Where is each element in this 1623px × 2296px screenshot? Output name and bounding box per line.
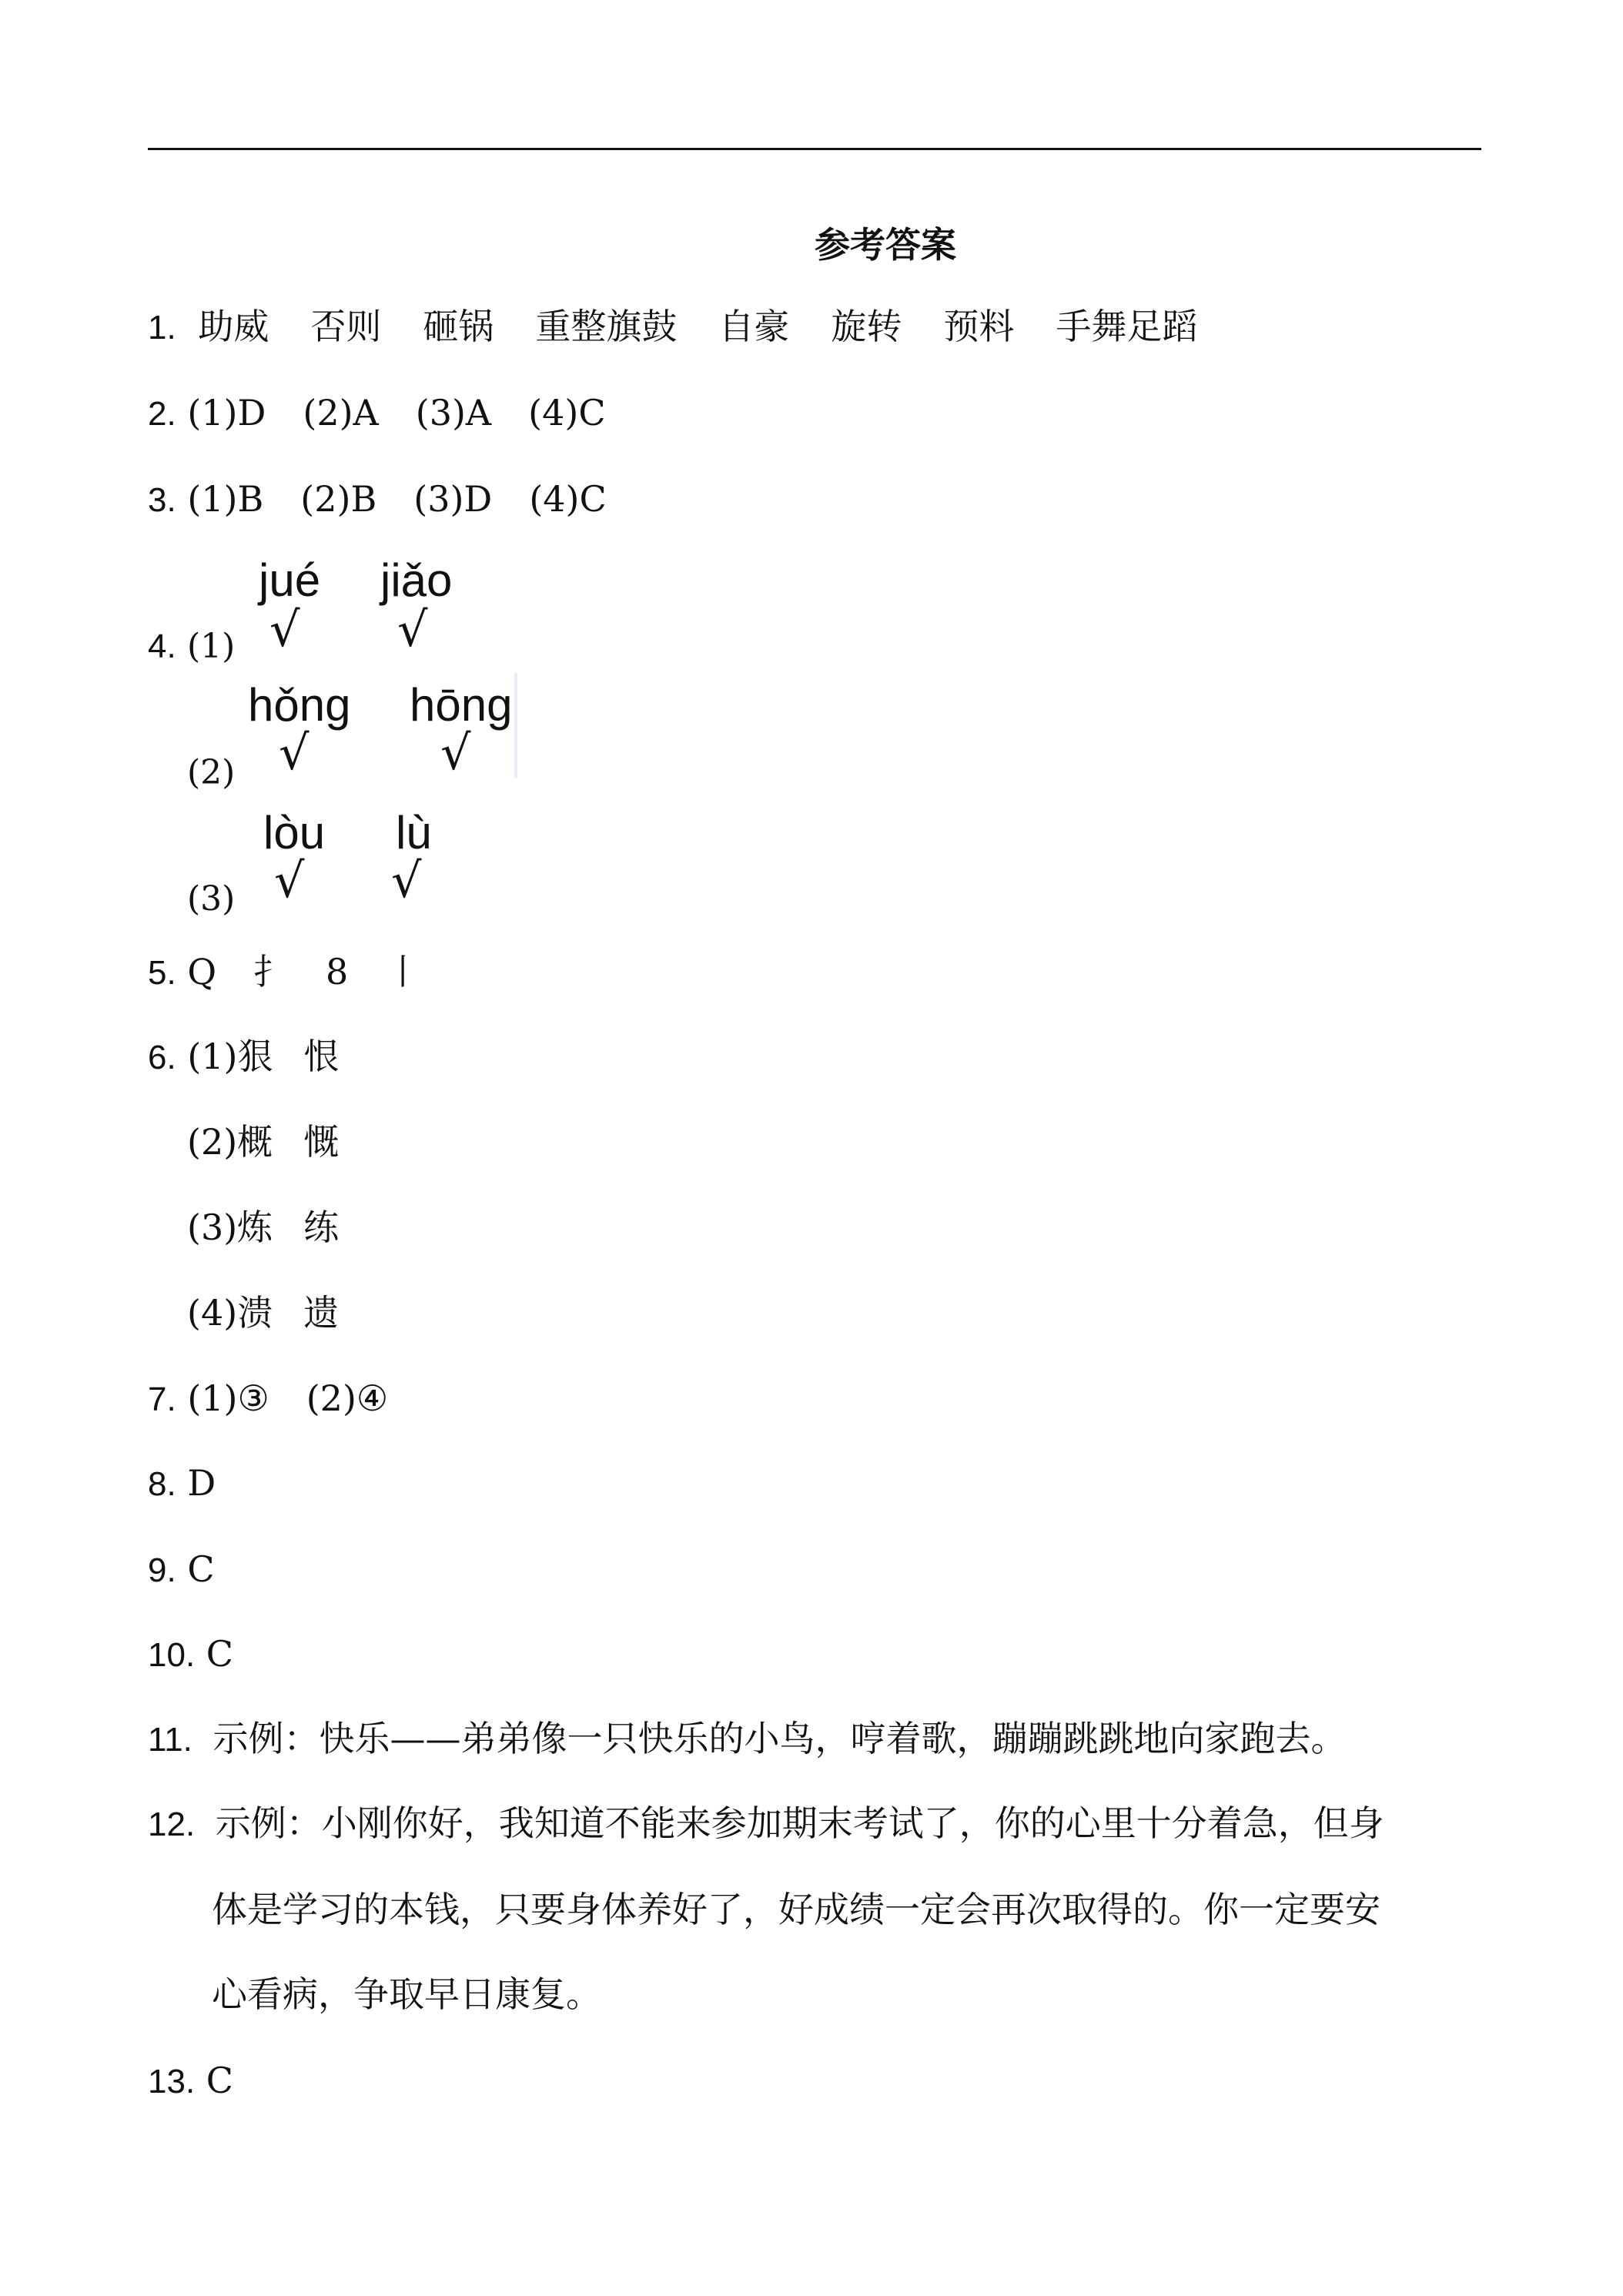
answer-5	[148, 950, 420, 995]
answer-char: 溃	[237, 1292, 273, 1334]
check-mark-icon: √	[274, 852, 305, 909]
pinyin: hǒng	[248, 679, 351, 731]
answer-9	[148, 1548, 215, 1592]
pinyin: jiǎo	[380, 554, 453, 606]
answer-6-part	[187, 1120, 339, 1163]
answer-item: (2)B	[300, 478, 377, 520]
answer-word: 砸锅	[423, 306, 494, 347]
answer-7	[148, 1377, 388, 1421]
answer-text: 示例：快乐——弟弟像一只快乐的小鸟，哼着歌，蹦蹦跳跳地向家跑去。	[212, 1718, 1347, 1759]
question-number: 7.	[148, 1381, 176, 1418]
answer-item: (2)④	[306, 1377, 389, 1419]
answer-6-part	[187, 1206, 339, 1249]
answer-1	[148, 305, 1197, 350]
pinyin: lòu	[263, 807, 326, 858]
answer-char: 炼	[237, 1207, 273, 1248]
answer-word: 助威	[198, 306, 269, 347]
answer-12-continued	[212, 1888, 1380, 1931]
pinyin: jué	[259, 554, 321, 606]
part-label: (2)	[187, 753, 236, 792]
check-mark-icon: √	[440, 725, 471, 781]
answer-text: 示例：小刚你好，我知道不能来参加期末考试了，你的心里十分着急，但身	[215, 1802, 1384, 1844]
answer-item: (2)A	[303, 392, 379, 433]
answer-word: 自豪	[718, 306, 790, 347]
check-mark-icon: √	[397, 601, 428, 658]
part-label: (1)	[187, 1036, 238, 1077]
answer-item: (3)A	[415, 392, 492, 433]
answer-item: C	[206, 2060, 233, 2101]
answer-6-part	[187, 1291, 339, 1334]
answer-8	[148, 1461, 216, 1506]
answer-item: 丨	[385, 951, 421, 992]
answer-word: 预料	[943, 306, 1015, 347]
answer-6	[148, 1035, 340, 1079]
answer-item: D	[187, 1462, 216, 1504]
part-label: (1)	[187, 627, 236, 666]
answer-13	[148, 2059, 233, 2104]
part-label: (3)	[187, 879, 236, 919]
answer-2	[148, 391, 606, 436]
answer-word: 手舞足蹈	[1056, 306, 1198, 347]
answer-item: C	[187, 1548, 215, 1590]
check-mark-icon: √	[279, 725, 310, 781]
answer-12	[148, 1802, 1384, 1846]
scan-artifact	[514, 673, 517, 778]
question-number: 13.	[148, 2063, 196, 2100]
answer-item: (4)C	[528, 392, 606, 433]
question-number: 12.	[148, 1806, 196, 1843]
answer-item: (3)D	[413, 478, 493, 520]
pinyin: lù	[396, 807, 432, 858]
check-mark-icon: √	[391, 852, 422, 909]
question-number: 4.	[148, 628, 176, 665]
question-number: 11.	[148, 1721, 192, 1759]
answer-item: 扌	[253, 951, 289, 992]
answer-char: 遗	[303, 1292, 340, 1334]
answer-char: 概	[237, 1121, 273, 1163]
question-number: 10.	[148, 1636, 196, 1674]
answer-word: 否则	[310, 306, 382, 347]
question-number: 8.	[148, 1465, 176, 1503]
question-number: 9.	[148, 1551, 176, 1589]
question-number: 6.	[148, 1039, 176, 1076]
answer-char: 恨	[303, 1036, 340, 1077]
answer-10	[148, 1632, 233, 1677]
answer-item: (1)③	[187, 1377, 269, 1419]
answer-word: 重整旗鼓	[535, 306, 678, 347]
answer-12-continued	[212, 1973, 601, 2016]
answer-item: (1)B	[187, 478, 264, 520]
page-title: 参考答案	[815, 224, 956, 266]
question-number: 2.	[148, 395, 176, 433]
answer-word: 旋转	[831, 306, 902, 347]
answer-text: 体是学习的本钱，只要身体养好了，好成绩一定会再次取得的。你一定要安	[212, 1889, 1380, 1930]
answer-item: (1)D	[187, 392, 266, 433]
check-mark-icon: √	[269, 601, 300, 658]
answer-char: 慨	[303, 1121, 340, 1163]
answer-char: 狠	[237, 1036, 273, 1077]
header-rule	[148, 148, 1481, 150]
answer-3	[148, 477, 607, 522]
answer-item: Q	[187, 951, 217, 992]
question-number: 3.	[148, 481, 176, 519]
question-number: 1.	[148, 309, 176, 346]
part-label: (2)	[187, 1121, 238, 1163]
question-number: 5.	[148, 954, 176, 992]
part-label: (4)	[187, 1292, 238, 1334]
pinyin: hōng	[410, 679, 513, 731]
answer-11	[148, 1717, 1347, 1762]
answer-char: 练	[303, 1207, 340, 1248]
part-label: (3)	[187, 1207, 238, 1248]
answer-item: (4)C	[529, 478, 607, 520]
answer-item: 8	[326, 951, 349, 992]
answer-text: 心看病，争取早日康复。	[212, 1973, 601, 2015]
answer-item: C	[206, 1633, 233, 1675]
